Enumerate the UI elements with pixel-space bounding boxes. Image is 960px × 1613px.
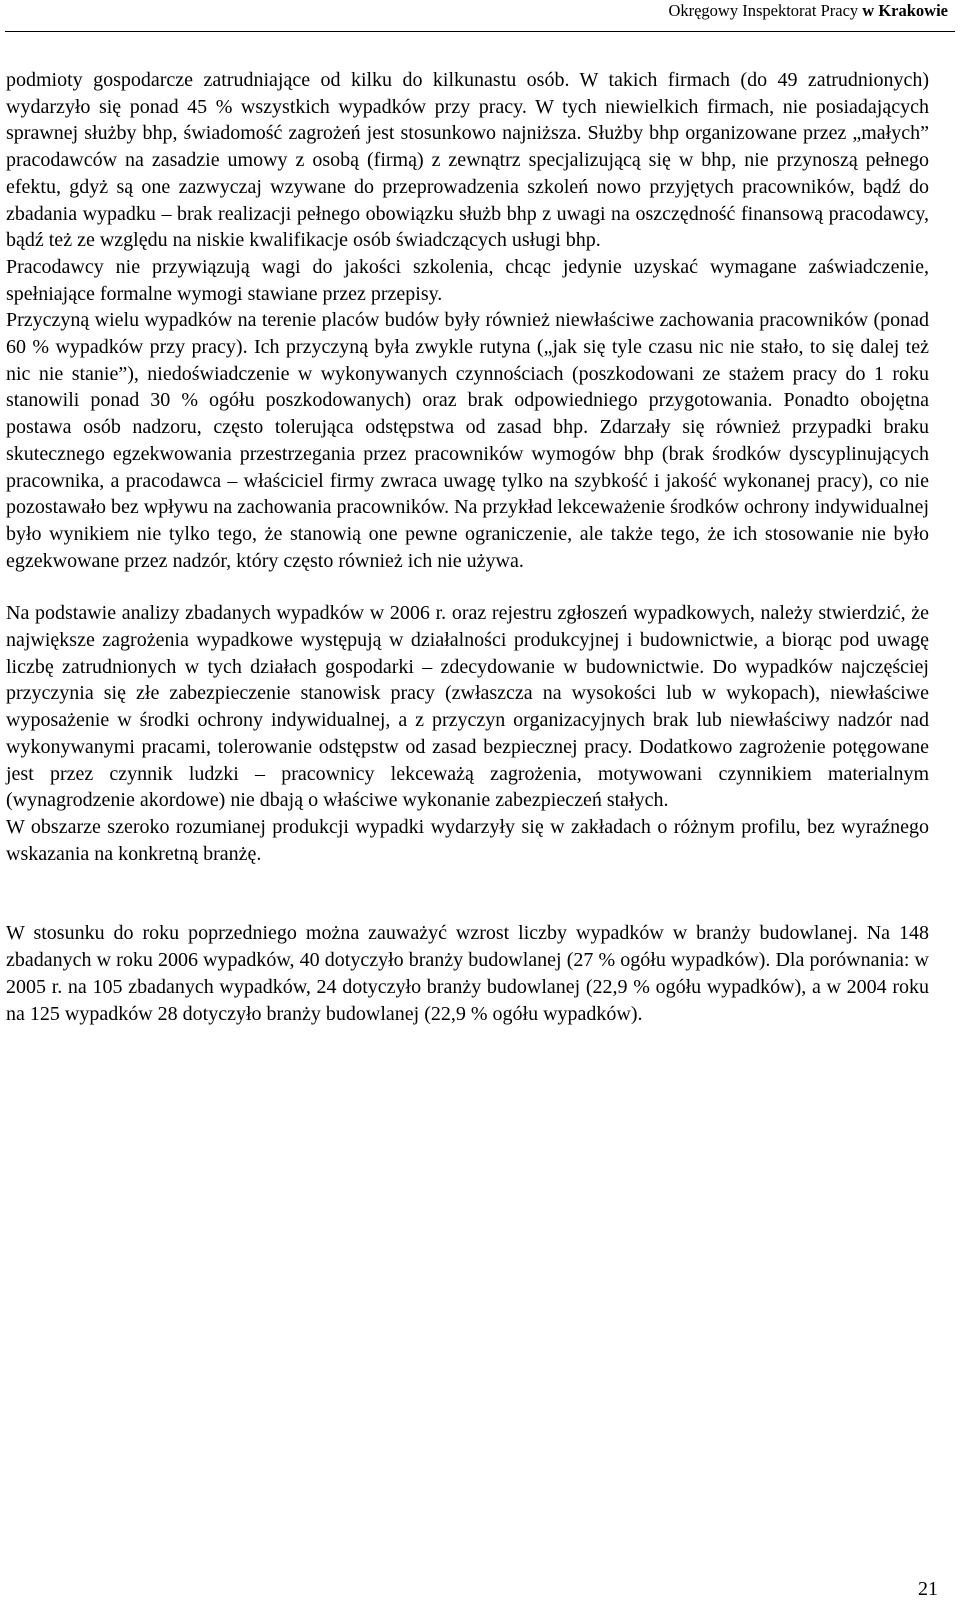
page-number: 21 (918, 1578, 938, 1600)
paragraph-analysis-2006: Na podstawie analizy zbadanych wypadków w 2006 r. oraz rejestru zgłoszeń wypadkowych, należy stwierdzić, że największe zagrożenia wypadkowe występują w działalności produkcyjnej i budownictwie, a biorąc pod uwagę liczbę zatrudnionych w tych działach gospodarki – zdecydowanie w budownictwie. Do wypadków najczęściej przyczynia się złe zabezpieczenie stanowisk pracy (zwłaszcza na wysokości lub w wykopach), niewłaściwe wyposażenie w środki ochrony indywidualnej, a z przyczyn organizacyjnych brak lub niewłaściwy nadzór nad wykonywanymi pracami, tolerowanie odstępstw od zasad bezpiecznej pracy. Dodatkowo zagrożenie potęgowane jest przez czynnik ludzki – pracownicy lekceważą zagrożenia, motywowani czynnikiem materialnym (wynagrodzenie akordowe) nie dbają o właściwe wykonanie zabezpieczeń stałych. (6, 602, 929, 812)
header-org-city: Krakowie (878, 1, 948, 20)
paragraph-construction-causes: Przyczyną wielu wypadków na terenie placów budów były również niewłaściwe zachowania pracowników (ponad 60 % wypadków przy pracy). Ich przyczyną była zwykle rutyna („jak się tyle czasu nic nie stało, to się dalej też nic nie stanie”), niedoświadczenie w wykonywanych czynnościach (poszkodowani ze stażem pracy do 1 roku stanowili ponad 30 % ogółu poszkodowanych) oraz brak odpowiedniego przygotowania. Ponadto obojętna postawa osób nadzoru, często tolerująca odstępstwa od zasad bhp. Zdarzały się również przypadki braku skutecznego egzekwowania przestrzegania przez pracowników wymogów bhp (brak środków dyscyplinujących pracownika, a pracodawca – właściciel firmy zwraca uwagę tylko na szybkość i jakość wykonanej pracy), co nie pozostawało bez wpływu na zachowania pracowników. Na przykład lekceważenie środków ochrony indywidualnej było wynikiem nie tylko tego, że stanowią one pewne ograniczenie, ale także tego, że ich stosowanie nie było egzekwowane przez nadzór, który często również ich nie używa. (6, 309, 929, 572)
paragraph-production: W obszarze szeroko rozumianej produkcji wypadki wydarzyły się w zakładach o różnym profilu, bez wyraźnego wskazania na konkretną branżę. (6, 815, 929, 865)
paragraph-small-firms: podmioty gospodarcze zatrudniające od kilku do kilkunastu osób. W takich firmach (do 49 zatrudnionych) wydarzyło się ponad 45 % wszystkich wypadków przy pracy. W tych niewielkich firmach, nie posiadających sprawnej służby bhp, świadomość zagrożeń jest stosunkowo najniższa. Służby bhp organizowane przez „małych” pracodawców na zasadzie umowy z osobą (firmą) z zewnątrz specjalizującą się w bhp, nie przynoszą pełnego efektu, gdyż są one zazwyczaj wzywane do przeprowadzenia szkoleń nowo przyjętych pracowników, bądź do zbadania wypadku – brak realizacji pełnego obowiązku służb bhp z uwagi na oszczędność finansową pracodawcy, bądź też ze względu na niskie kwalifikacje osób świadczących usługi bhp. (6, 69, 929, 252)
running-header (668, 0, 948, 22)
header-org-prefix: Okręgowy Inspektorat Pracy (668, 1, 863, 20)
header-divider (5, 31, 955, 32)
document-body (6, 67, 929, 1027)
paragraph-employers-training: Pracodawcy nie przywiązują wagi do jakości szkolenia, chcąc jedynie uzyskać wymagane zaświadczenie, spełniające formalne wymogi stawiane przez przepisy. (6, 255, 929, 305)
header-org-bold-w: w (862, 1, 875, 20)
paragraph-construction-statistics: W stosunku do roku poprzedniego można zauważyć wzrost liczby wypadków w branży budowlanej. Na 148 zbadanych w roku 2006 wypadków, 40 dotyczyło branży budowlanej (27 % ogółu wypadków). Dla porównania: w 2005 r. na 105 zbadanych wypadków, 24 dotyczyło branży budowlanej (22,9 % ogółu wypadków), a w 2004 roku na 125 wypadków 28 dotyczyło branży budowlanej (22,9 % ogółu wypadków). (6, 922, 929, 1025)
